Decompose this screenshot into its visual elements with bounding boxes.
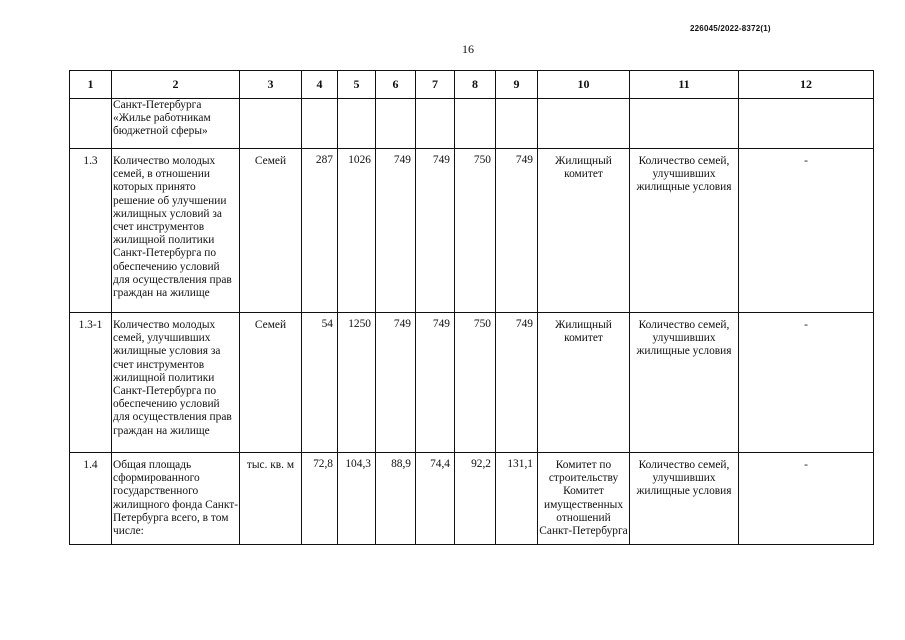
unit-cell bbox=[240, 99, 302, 149]
value-cell: 74,4 bbox=[416, 453, 455, 545]
row-number-cell: 1.4 bbox=[70, 453, 112, 545]
row-number-cell: 1.3 bbox=[70, 149, 112, 313]
indicator-name-cell: Санкт-Петербурга «Жилье работникам бюджетной сферы» bbox=[112, 99, 240, 149]
description-cell: Количество семей, улучшивших жилищные условия bbox=[630, 149, 739, 313]
value-cell: 131,1 bbox=[496, 453, 538, 545]
column-header: 6 bbox=[376, 71, 416, 99]
value-cell bbox=[455, 99, 496, 149]
unit-cell: Семей bbox=[240, 313, 302, 453]
value-cell: 1026 bbox=[338, 149, 376, 313]
table-row bbox=[70, 313, 874, 453]
indicator-name-cell: Общая площадь сформированного государственного жилищного фонда Санкт-Петербурга всего, в том числе: bbox=[112, 453, 240, 545]
value-cell: 750 bbox=[455, 313, 496, 453]
unit-cell: Семей bbox=[240, 149, 302, 313]
table-row bbox=[70, 99, 874, 149]
value-cell: 749 bbox=[416, 313, 455, 453]
column-header: 7 bbox=[416, 71, 455, 99]
table-row bbox=[70, 453, 874, 545]
note-cell: - bbox=[739, 453, 874, 545]
value-cell: 749 bbox=[416, 149, 455, 313]
value-cell: 750 bbox=[455, 149, 496, 313]
note-cell: - bbox=[739, 149, 874, 313]
column-header: 12 bbox=[739, 71, 874, 99]
responsible-cell: Жилищный комитет bbox=[538, 149, 630, 313]
description-cell: Количество семей, улучшивших жилищные условия bbox=[630, 453, 739, 545]
value-cell: 1250 bbox=[338, 313, 376, 453]
indicator-name-cell: Количество молодых семей, улучшивших жилищные условия за счет инструментов жилищной политики Санкт-Петербурга по обеспечению условий для осуществления прав граждан на жилище bbox=[112, 313, 240, 453]
value-cell: 54 bbox=[302, 313, 338, 453]
column-header: 1 bbox=[70, 71, 112, 99]
indicators-table bbox=[69, 70, 874, 545]
value-cell: 749 bbox=[376, 313, 416, 453]
column-header: 9 bbox=[496, 71, 538, 99]
note-cell: - bbox=[739, 313, 874, 453]
responsible-cell: Комитет по строительству Комитет имущественных отношений Санкт-Петербурга bbox=[538, 453, 630, 545]
value-cell: 72,8 bbox=[302, 453, 338, 545]
column-header: 3 bbox=[240, 71, 302, 99]
table-row bbox=[70, 149, 874, 313]
description-cell: Количество семей, улучшивших жилищные условия bbox=[630, 313, 739, 453]
value-cell bbox=[376, 99, 416, 149]
value-cell bbox=[416, 99, 455, 149]
responsible-cell: Жилищный комитет bbox=[538, 313, 630, 453]
row-number-cell bbox=[70, 99, 112, 149]
unit-cell: тыс. кв. м bbox=[240, 453, 302, 545]
value-cell: 104,3 bbox=[338, 453, 376, 545]
column-header: 5 bbox=[338, 71, 376, 99]
responsible-cell bbox=[538, 99, 630, 149]
row-number-cell: 1.3-1 bbox=[70, 313, 112, 453]
description-cell bbox=[630, 99, 739, 149]
value-cell: 92,2 bbox=[455, 453, 496, 545]
value-cell: 287 bbox=[302, 149, 338, 313]
value-cell: 88,9 bbox=[376, 453, 416, 545]
table-header-row bbox=[70, 71, 874, 99]
indicator-name-cell: Количество молодых семей, в отношении которых принято решение об улучшении жилищных условий за счет инструментов жилищной политики Санкт-Петербурга по обеспечению условий для осуществления прав граждан на жилище bbox=[112, 149, 240, 313]
value-cell: 749 bbox=[496, 313, 538, 453]
value-cell bbox=[302, 99, 338, 149]
column-header: 10 bbox=[538, 71, 630, 99]
document-code: 226045/2022-8372(1) bbox=[690, 24, 771, 33]
value-cell bbox=[338, 99, 376, 149]
value-cell: 749 bbox=[496, 149, 538, 313]
note-cell bbox=[739, 99, 874, 149]
page-number: 16 bbox=[462, 42, 474, 56]
value-cell bbox=[496, 99, 538, 149]
column-header: 4 bbox=[302, 71, 338, 99]
value-cell: 749 bbox=[376, 149, 416, 313]
column-header: 11 bbox=[630, 71, 739, 99]
column-header: 2 bbox=[112, 71, 240, 99]
column-header: 8 bbox=[455, 71, 496, 99]
